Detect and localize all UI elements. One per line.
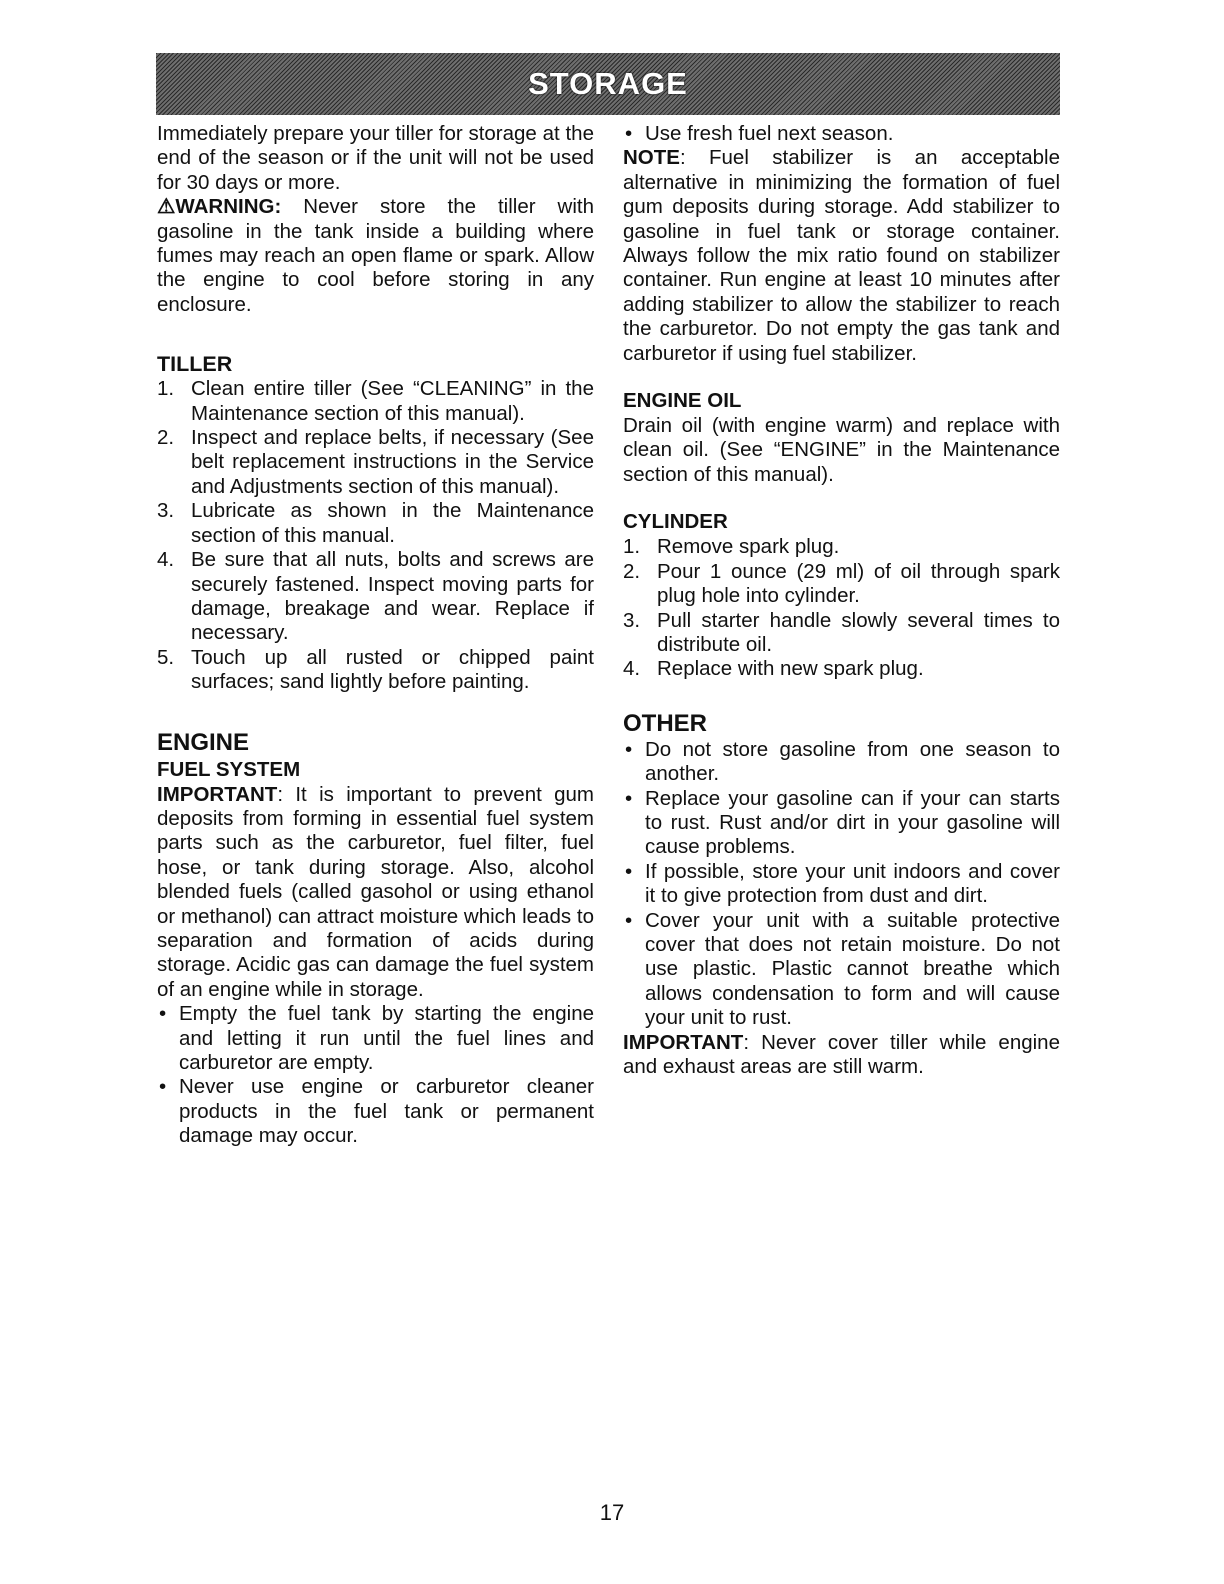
fuel-system-bullets-continued xyxy=(623,122,1060,146)
warning-label: WARNING: xyxy=(175,195,282,219)
fuel-important-paragraph xyxy=(157,783,594,1003)
list-item: • Cover your unit with a suitable protective cover that does not retain moisture. Do not use plastic. Plastic cannot breathe which allows condensation to form and will cause your unit to rust. xyxy=(625,908,1060,1030)
cylinder-steps xyxy=(623,535,1060,681)
list-item: • Never use engine or carburetor cleaner products in the fuel tank or permanent damage may occur. xyxy=(159,1075,594,1148)
list-item: • Use fresh fuel next season. xyxy=(625,122,894,145)
list-item: 1. Clean entire tiller (See “CLEANING” in the Maintenance section of this manual). xyxy=(157,377,594,425)
tiller-steps xyxy=(157,377,594,694)
list-item: 4. Be sure that all nuts, bolts and screws are securely fastened. Inspect moving parts for damage, breakage and wear. Replace if necessary. xyxy=(157,548,594,645)
cylinder-heading: CYLINDER xyxy=(623,510,728,534)
fuel-note-paragraph xyxy=(623,146,1060,366)
engine-oil-paragraph: Drain oil (with engine warm) and replace with clean oil. (See “ENGINE” in the Maintenance section of this manual). xyxy=(623,414,1060,486)
list-item: • Do not store gasoline from one season to another. xyxy=(625,737,1060,786)
warning-paragraph xyxy=(157,195,594,317)
list-item: 5. Touch up all rusted or chipped paint surfaces; sand lightly before painting. xyxy=(157,645,594,694)
list-item: 3. Pull starter handle slowly several times to distribute oil. xyxy=(623,608,1060,656)
important-label: IMPORTANT xyxy=(623,1030,744,1054)
warning-text: Never store the tiller with gasoline in the tank inside a building where fumes may reach an open flame or spark. Allow the engine to cool before storing in any enclosure. xyxy=(157,195,594,316)
list-item: 4. Replace with new spark plug. xyxy=(623,657,924,681)
important-text: : It is important to prevent gum deposits from forming in essential fuel system parts such as the carburetor, fuel filter, fuel hose, or tank during storage. Also, alcohol blended fuels (called gasohol or using ethanol or methanol) can attract moisture which leads to separation and formation of acids during storage. Acidic gas can damage the fuel system of an engine while in storage. xyxy=(157,782,594,1001)
list-item: 2. Pour 1 ounce (29 ml) of oil through spark plug hole into cylinder. xyxy=(623,559,1060,608)
list-item: 1. Remove spark plug. xyxy=(623,535,840,559)
page-title: STORAGE xyxy=(528,66,688,101)
engine-oil-heading: ENGINE OIL xyxy=(623,389,742,413)
list-item: • Empty the fuel tank by starting the engine and letting it run until the fuel lines and carburetor are empty. xyxy=(159,1002,594,1074)
left-column xyxy=(157,122,594,1149)
other-bullets xyxy=(623,738,1060,1031)
other-heading: OTHER xyxy=(623,709,707,737)
right-column xyxy=(623,122,1060,1079)
list-item: • Replace your gasoline can if your can starts to rust. Rust and/or dirt in your gasoline will cause problems. xyxy=(625,786,1060,859)
warning-triangle-icon: ⚠ xyxy=(157,195,176,219)
note-label: NOTE xyxy=(623,146,680,170)
list-item: • If possible, store your unit indoors and cover it to give protection from dust and dirt. xyxy=(625,859,1060,908)
other-important-paragraph xyxy=(623,1031,1060,1080)
intro-paragraph: Immediately prepare your tiller for storage at the end of the season or if the unit will not be used for 30 days or more. xyxy=(157,122,594,194)
important-text: : Never cover tiller while engine and exhaust areas are still warm. xyxy=(623,1030,1060,1078)
note-text: : Fuel stabilizer is an acceptable alternative in minimizing the formation of fuel gum deposits during storage. Add stabilizer to gasoline in fuel tank or storage container. Always follow the mix ratio found on stabilizer container. Run engine at least 10 minutes after adding stabilizer to allow the stabilizer to reach the carburetor. Do not empty the gas tank and carburetor if using fuel stabilizer. xyxy=(623,146,1060,365)
page-number: 17 xyxy=(599,1500,625,1525)
list-item: 3. Lubricate as shown in the Maintenance section of this manual. xyxy=(157,499,594,547)
tiller-heading: TILLER xyxy=(157,352,233,377)
fuel-system-heading: FUEL SYSTEM xyxy=(157,757,301,781)
page-header-banner xyxy=(156,53,1060,115)
engine-heading: ENGINE xyxy=(157,728,250,756)
list-item: 2. Inspect and replace belts, if necessary (See belt replacement instructions in the Service and Adjustments section of this manual). xyxy=(157,426,594,498)
fuel-system-bullets xyxy=(157,1002,594,1148)
important-label: IMPORTANT xyxy=(157,782,278,806)
